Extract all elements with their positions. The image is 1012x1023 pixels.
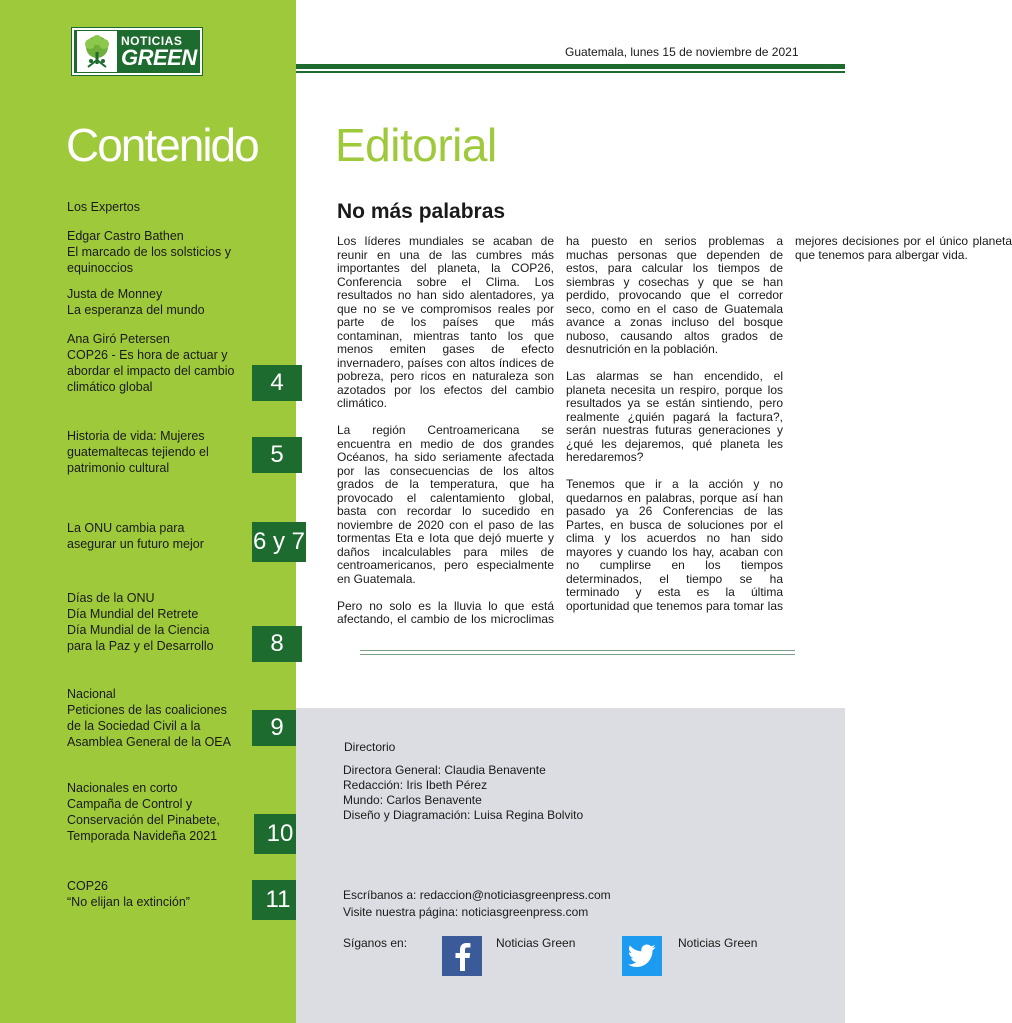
- tree-logo-icon: [77, 31, 117, 72]
- page-number-badge[interactable]: 11: [252, 880, 304, 920]
- page-number-badge[interactable]: 4: [252, 365, 302, 401]
- toc-entry-edgar-castro[interactable]: Edgar Castro Bathen El marcado de los solsticios y equinoccios: [67, 229, 231, 275]
- twitter-label[interactable]: Noticias Green: [678, 936, 758, 950]
- staff-line: Diseño y Diagramación: Luisa Regina Bolvito: [343, 808, 584, 822]
- article-paragraph: Pero no solo es la lluvia lo que está afectando, el cambio de los microclimas ha puesto en serios problemas a muchas personas que dependen de estos, para calcular los tiempos de siembras y cosechas y que se han perdido, provocando que el corredor seco, como en el caso de Guatemala avance a zonas incluso del bosque nuboso, causando altos grados de desnutrición en la población.: [337, 234, 783, 626]
- page-number-badge[interactable]: 5: [252, 437, 302, 473]
- article-paragraph: Las alarmas se han encendido, el planeta necesita un respiro, porque los resultados ya se están sintiendo, pero realmente ¿quién pagará la factura?, serán nuestras futuras generaciones y ¿qué les dejaremos, qué planeta les heredaremos?: [566, 369, 783, 464]
- contact-email[interactable]: Escríbanos a: redaccion@noticiasgreenpress.com: [343, 888, 611, 902]
- article-paragraph: Tenemos que ir a la acción y no quedarnos en palabras, porque así han pasado ya 26 Conferencias de las Partes, en busca de soluciones por el clima y los acuerdos no han sido mayores y cuando los hay, acaban con no cumplirse en los tiempos determinados, el tiempo se ha terminado y esta es la última oportunidad que tenemos para tomar las mejores decisiones por el único planeta que tenemos para albergar vida.: [566, 234, 1012, 613]
- directory-panel: [296, 708, 845, 1023]
- header-divider: [296, 64, 845, 69]
- dateline: Guatemala, lunes 15 de noviembre de 2021: [565, 45, 799, 59]
- article-end-rule: [360, 654, 795, 655]
- logo-text-bottom: GREEN: [121, 44, 197, 70]
- page-number-badge[interactable]: 8: [252, 626, 302, 662]
- twitter-icon[interactable]: [622, 936, 662, 976]
- facebook-label[interactable]: Noticias Green: [496, 936, 576, 950]
- toc-entry-los-expertos[interactable]: Los Expertos: [67, 200, 140, 214]
- follow-label: Síganos en:: [343, 936, 408, 950]
- toc-entry-nacional[interactable]: Nacional Peticiones de las coaliciones de la Sociedad Civil a la Asamblea General de la OEA: [67, 687, 231, 749]
- logo-text-top: NOTICIAS: [121, 33, 183, 48]
- header-divider-thin: [296, 71, 845, 73]
- page-number-badge[interactable]: 6 y 7: [252, 522, 306, 562]
- contact-website[interactable]: Visite nuestra página: noticiasgreenpress.com: [343, 905, 589, 919]
- article-paragraph: La región Centroamericana se encuentra en medio de dos grandes Océanos, ha sido seriamente afectada por las consecuencias de los altos grados de la temperatura, que ha provocado el calentamiento global, basta con recordar lo sucedido en noviembre de 2020 con el paso de las tormentas Eta e Iota que dejó muerte y daños incalculables para miles de centroamericanos, pero especialmente en Guatemala.: [337, 423, 554, 586]
- toc-entry-historia-de-vida[interactable]: Historia de vida: Mujeres guatemaltecas tejiendo el patrimonio cultural: [67, 429, 209, 475]
- toc-entry-onu-cambia[interactable]: La ONU cambia para asegurar un futuro mejor: [67, 521, 204, 551]
- staff-line: Directora General: Claudia Benavente: [343, 763, 546, 777]
- toc-entry-ana-giro[interactable]: Ana Giró Petersen COP26 - Es hora de actuar y abordar el impacto del cambio climático global: [67, 332, 235, 394]
- editorial-section-title: Editorial: [335, 119, 497, 171]
- editorial-article-body: [337, 234, 1012, 635]
- facebook-icon[interactable]: [442, 936, 482, 976]
- page-number-badge[interactable]: 9: [252, 710, 302, 746]
- toc-entry-justa-de-monney[interactable]: Justa de Monney La esperanza del mundo: [67, 287, 205, 317]
- editorial-headline: No más palabras: [337, 200, 506, 223]
- contents-title: Contenido: [66, 119, 258, 171]
- noticias-green-logo[interactable]: [72, 28, 202, 75]
- toc-entry-dias-de-la-onu[interactable]: Días de la ONU Día Mundial del Retrete Día Mundial de la Ciencia para la Paz y el Desarrollo: [67, 591, 214, 653]
- toc-entry-nacionales-en-corto[interactable]: Nacionales en corto Campaña de Control y Conservación del Pinabete, Temporada Navideña 2021: [67, 781, 220, 843]
- article-end-rule: [360, 650, 795, 651]
- contents-sidebar: [0, 0, 306, 1023]
- toc-entry-cop26[interactable]: COP26 “No elijan la extinción”: [67, 879, 190, 909]
- staff-line: Mundo: Carlos Benavente: [343, 793, 482, 807]
- directory-title: Directorio: [344, 740, 396, 754]
- staff-line: Redacción: Iris Ibeth Pérez: [343, 778, 488, 792]
- page-number-badge[interactable]: 10: [254, 814, 306, 854]
- article-paragraph: Los líderes mundiales se acaban de reunir en una de las cumbres más importantes del planeta, la COP26, Conferencia sobre el Clima. Los resultados no han sido alentadores, ya que no se ve compromisos reales por parte de los países que más contaminan, mientras tanto los que menos emiten gases de efecto invernadero, países con altos índices de pobreza, pero ricos en naturaleza son azotados por los efectos del cambio climático.: [337, 234, 554, 410]
